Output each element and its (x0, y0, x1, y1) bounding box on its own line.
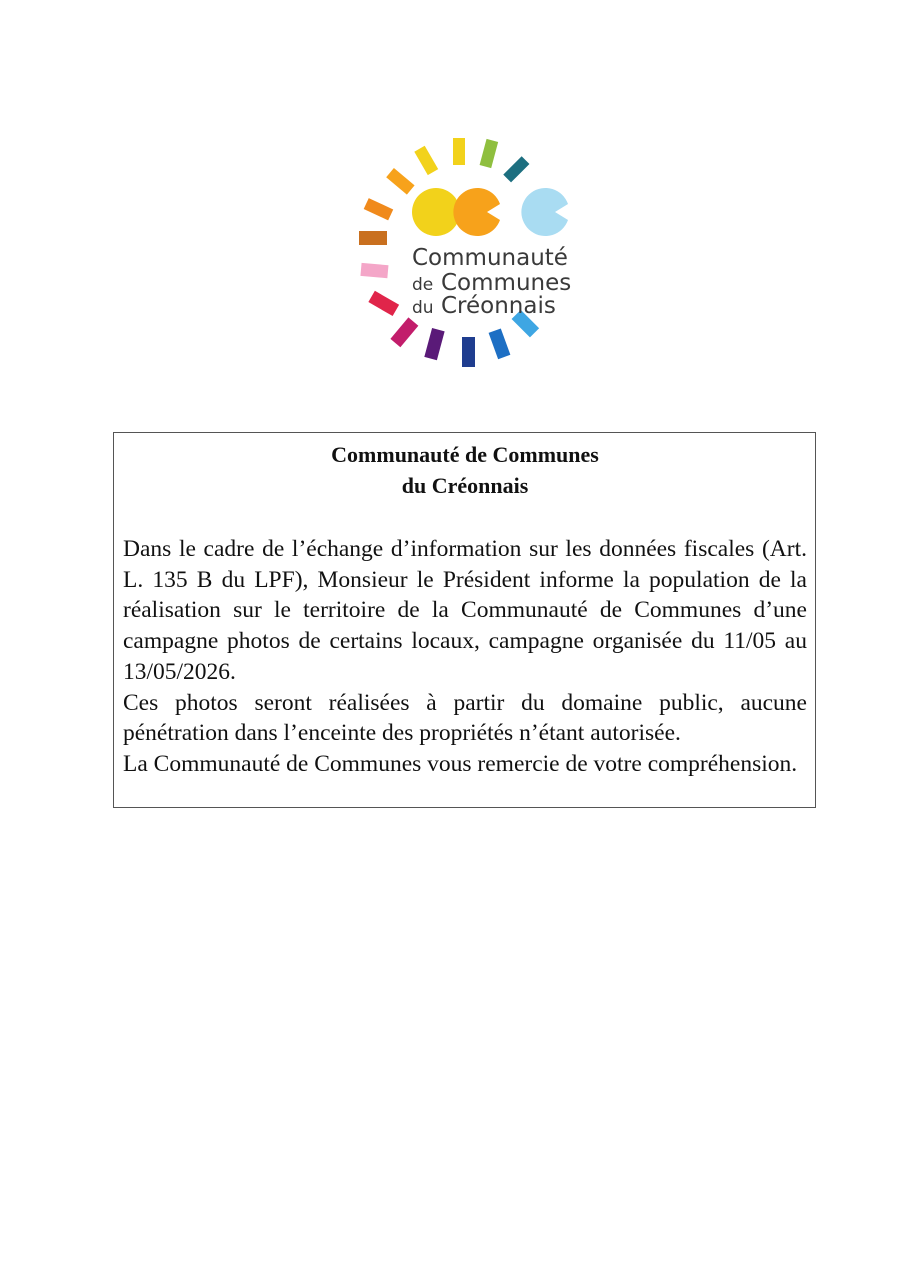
logo-line-2-big: Communes (441, 270, 572, 296)
logo-ray-pink (360, 263, 388, 278)
logo-ray-brown (359, 231, 387, 245)
logo-circle-light-blue (521, 188, 568, 236)
logo-circles (412, 188, 568, 236)
logo-circle-yellow (412, 188, 460, 236)
logo-line-1: Communauté (412, 245, 568, 271)
logo-ray-red (368, 291, 399, 316)
logo-ray-dark-orange (364, 198, 394, 220)
notice-box (113, 432, 816, 808)
logo-ray-navy (462, 337, 475, 367)
logo-circle-orange (453, 188, 500, 236)
logo-ray-yellow-left (414, 146, 438, 175)
logo-line-3-big: Créonnais (441, 293, 556, 319)
logo-ray-purple (424, 328, 444, 360)
communaute-logo (340, 130, 590, 380)
notice-paragraph-1: Dans le cadre de l’échange d’information sur les données fiscales (Art. L. 135 B du LPF), Monsieur le Président informe la population de la réalisation sur le territoire de la Communauté de Communes d’une campagne photos de certains locaux, campagne organisée du 11/05 au 13/05/2026. (123, 536, 807, 685)
logo-line-3-small: du (412, 298, 434, 318)
logo-ray-teal (503, 156, 529, 182)
logo-ray-blue (489, 328, 511, 359)
notice-title-line-1: Communauté de Communes (331, 442, 599, 467)
logo-ray-magenta (390, 317, 418, 347)
logo-ray-yellow-top (453, 138, 465, 165)
logo-ray-orange (386, 168, 414, 195)
notice-paragraph-3: La Communauté de Communes vous remercie de votre compréhension. (123, 750, 798, 777)
logo-ray-green (480, 139, 499, 168)
notice-title-line-2: du Créonnais (401, 473, 529, 498)
notice-paragraph-2: Ces photos seront réalisées à partir du domaine public, aucune pénétration dans l’enceinte des propriétés n’étant autorisée. (123, 689, 807, 747)
logo-line-2-small: de (412, 275, 434, 295)
notice-body (123, 534, 807, 780)
